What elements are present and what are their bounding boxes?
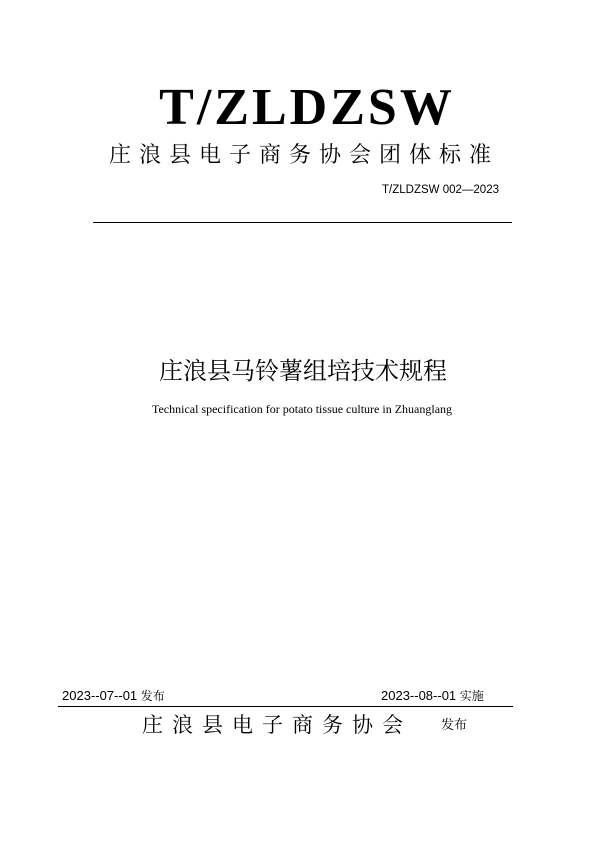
implementation-date-line bbox=[381, 687, 484, 705]
publisher-name: 庄浪县电子商务协会 bbox=[142, 713, 412, 737]
document-title-english: Technical specification for potato tissue culture in Zhuanglang bbox=[151, 402, 453, 416]
standard-number: T/ZLDZSW 002—2023 bbox=[382, 184, 499, 196]
organization-standard-title: 庄浪县电子商务协会团体标准 bbox=[108, 143, 499, 168]
release-label: 发布 bbox=[140, 689, 165, 703]
footer-divider bbox=[58, 706, 513, 707]
implementation-date: 2023--08--01 bbox=[381, 688, 457, 703]
implementation-label: 实施 bbox=[459, 689, 484, 703]
release-date: 2023--07--01 bbox=[62, 688, 138, 703]
publish-label: 发布 bbox=[441, 718, 468, 733]
header-divider bbox=[93, 222, 512, 223]
standard-code: T/ZLDZSW bbox=[159, 79, 455, 136]
release-date-line bbox=[62, 687, 165, 705]
document-title-chinese: 庄浪县马铃薯组培技术规程 bbox=[159, 357, 447, 385]
